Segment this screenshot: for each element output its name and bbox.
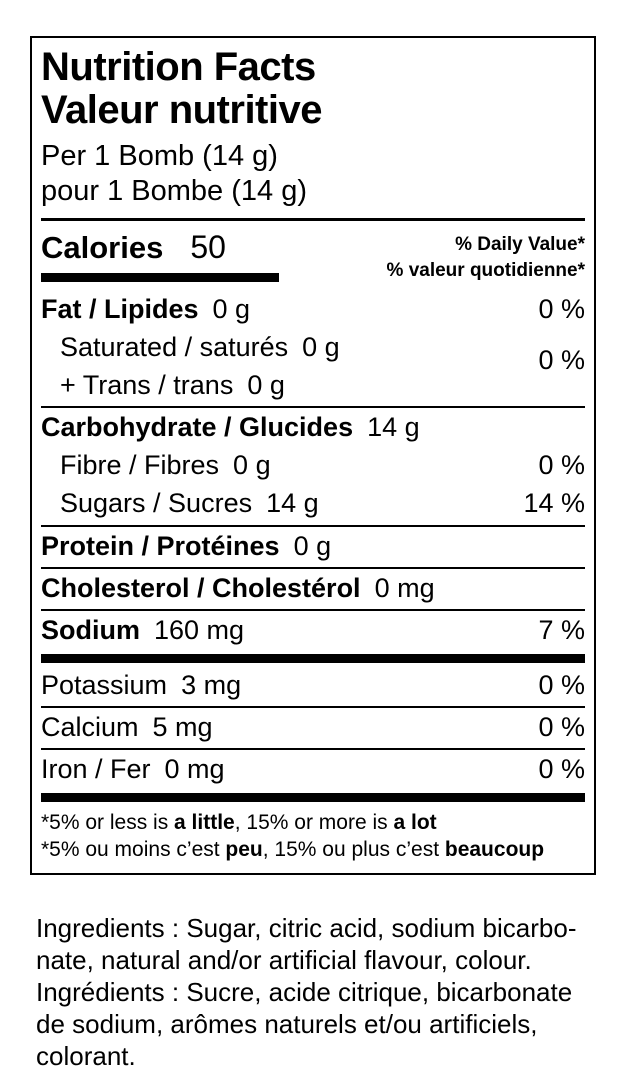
nutrient-amount: 0 g [293, 530, 332, 561]
rule [41, 706, 585, 708]
serving-size-english: Per 1 Bomb (14 g) [41, 139, 278, 172]
footnote-bold-beaucoup: beaucoup [444, 838, 545, 862]
nutrient-amount: 0 mg [374, 572, 435, 603]
ingredients-list [36, 913, 628, 1073]
nutrient-daily-value: 14 % [523, 488, 585, 519]
nutrient-amount: 14 g [367, 412, 420, 443]
nutrient-amount: 0 mg [164, 753, 225, 784]
rule [41, 748, 585, 750]
nutrient-label: Carbohydrate / Glucides [41, 412, 354, 443]
nutrient-amount: 14 g [266, 488, 319, 519]
footnote-text: *5% ou moins c’est [41, 838, 226, 862]
row-sugars [41, 485, 585, 523]
rule [41, 525, 585, 527]
calories-underline-bar [41, 273, 279, 282]
nutrient-amount: 0 g [233, 450, 271, 481]
row-cholesterol [41, 570, 585, 608]
calories-section [41, 229, 585, 283]
footnote-bold-a-lot: a lot [393, 810, 437, 834]
footnote-text: , 15% ou plus c’est [262, 838, 445, 862]
row-saturated-fat [41, 329, 585, 376]
ingredients-line: colorant. [36, 1041, 136, 1072]
ingredients-line: de sodium, arômes naturels et/ou artificiels, [36, 1009, 538, 1040]
ingredients-line: Ingrédients : Sucre, acide citrique, bicarbonate [36, 977, 573, 1008]
row-fat [41, 291, 585, 329]
footnote-text: , 15% or more is [234, 810, 394, 834]
rule [41, 406, 585, 408]
nutrition-facts-table [30, 36, 596, 875]
nutrient-label: Sugars / Sucres [60, 488, 253, 519]
daily-value-header-english: % Daily Value* [455, 234, 585, 256]
nutrient-amount: 160 mg [154, 614, 245, 645]
nutrient-daily-value: 0 % [538, 345, 585, 376]
calories-label: Calories [41, 230, 164, 266]
nutrient-daily-value: 0 % [538, 711, 585, 742]
nutrient-daily-value: 7 % [538, 614, 585, 645]
row-carbohydrate [41, 409, 585, 447]
row-iron [41, 751, 585, 789]
nutrient-amount: 3 mg [181, 669, 242, 700]
footnote-text: *5% or less is [41, 810, 175, 834]
footnote-bold-peu: peu [225, 838, 263, 862]
row-potassium [41, 667, 585, 705]
calories-block [41, 229, 279, 282]
row-trans-fat [41, 367, 585, 405]
serving-size-french: pour 1 Bombe (14 g) [41, 174, 307, 207]
calories-value: 50 [190, 229, 226, 266]
ingredients-line: Ingredients : Sugar, citric acid, sodium bicarbo- [36, 913, 577, 944]
nutrient-amount: 0 g [302, 332, 340, 363]
nutrient-label: Calcium [41, 711, 139, 742]
nutrient-daily-value: 0 % [538, 294, 585, 325]
rule [41, 609, 585, 611]
row-calcium [41, 709, 585, 747]
nutrient-amount: 0 g [212, 294, 251, 325]
footnote-english [41, 809, 585, 836]
ingredients-line: nate, natural and/or artificial flavour, colour. [36, 945, 532, 976]
daily-value-header-french: % valeur quotidienne* [386, 259, 585, 281]
nutrient-label: Protein / Protéines [41, 530, 280, 561]
title-english: Nutrition Facts [41, 45, 316, 89]
rule [41, 567, 585, 569]
row-sodium [41, 612, 585, 650]
row-protein [41, 528, 585, 566]
title-french: Valeur nutritive [41, 87, 322, 132]
nutrient-label: Fat / Lipides [41, 294, 199, 325]
nutrient-daily-value: 0 % [538, 450, 585, 481]
nutrient-label: Iron / Fer [41, 753, 151, 784]
nutrient-daily-value: 0 % [538, 669, 585, 700]
footnote-bold-a-little: a little [174, 810, 235, 834]
daily-value-header [387, 229, 585, 283]
thick-rule-after-sodium [41, 654, 585, 663]
nutrient-label: Cholesterol / Cholestérol [41, 572, 361, 603]
nutrient-rows [41, 291, 585, 802]
rule-after-serving [41, 218, 585, 221]
nutrient-amount: 0 g [247, 370, 285, 401]
nutrient-label: Potassium [41, 669, 168, 700]
nutrient-label: + Trans / trans [60, 370, 234, 401]
footnote-french [41, 836, 585, 863]
row-fibre [41, 447, 585, 485]
nutrient-label: Fibre / Fibres [60, 450, 220, 481]
nutrient-label: Saturated / saturés [60, 332, 289, 363]
nutrient-daily-value: 0 % [538, 753, 585, 784]
thick-rule-after-iron [41, 793, 585, 802]
nutrient-amount: 5 mg [152, 711, 213, 742]
nutrient-label: Sodium [41, 614, 140, 645]
